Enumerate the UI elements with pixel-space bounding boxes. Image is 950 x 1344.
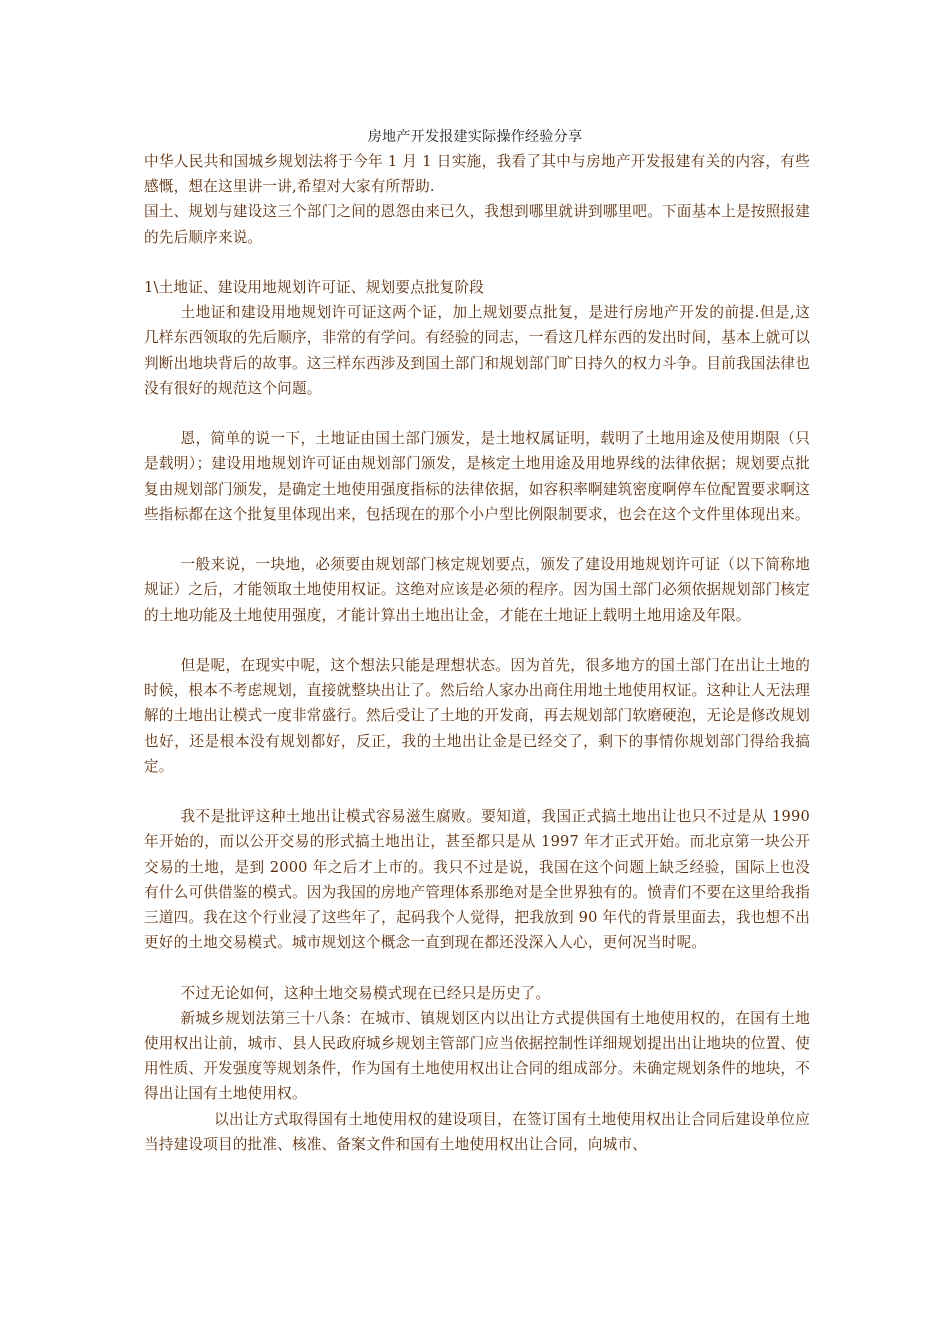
paragraph-section1-2: 恩，简单的说一下，土地证由国土部门颁发，是土地权属证明，载明了土地用途及使用期限（只是载明）；建设用地规划许可证由规划部门颁发，是核定土地用途及用地界线的法律依据；规划要点批复由规划部门颁发，是确定土地使用强度指标的法律依据，如容积率啊建筑密度啊停车位配置要求啊这些指标都在这个批复里体现出来，包括现在的那个小户型比例限制要求，也会在这个文件里体现出来。 xyxy=(144,430,810,523)
document-body xyxy=(144,149,810,1157)
paragraph-spacer xyxy=(144,250,810,275)
paragraph-section1-6: 不过无论如何，这种土地交易模式现在已经只是历史了。 xyxy=(180,984,551,1002)
paragraph-section1-1: 土地证和建设用地规划许可证这两个证，加上规划要点批复，是进行房地产开发的前提.但是,这几样东西领取的先后顺序，非常的有学问。有经验的同志，一看这几样东西的发出时间，基本上就可以判断出地块背后的故事。这三样东西涉及到国土部门和规划部门旷日持久的权力斗争。目前我国法律也没有很好的规范这个问题。 xyxy=(144,304,810,397)
paragraph-intro-1: 中华人民共和国城乡规划法将于今年 1 月 1 日实施，我看了其中与房地产开发报建有关的内容，有些感慨，想在这里讲一讲,希望对大家有所帮助. xyxy=(144,153,810,196)
paragraph-intro-2: 国土、规划与建设这三个部门之间的恩怨由来已久，我想到哪里就讲到哪里吧。下面基本上是按照报建的先后顺序来说。 xyxy=(144,203,810,246)
paragraph-spacer xyxy=(144,401,810,426)
paragraph-spacer xyxy=(144,779,810,804)
paragraph-spacer xyxy=(144,955,810,980)
paragraph-section1-5: 我不是批评这种土地出让模式容易滋生腐败。要知道，我国正式搞土地出让也只不过是从 1990 年开始的，而以公开交易的形式搞土地出让，甚至都只是从 1997 年才正式开始。而北京第一块公开交易的土地，是到 2000 年之后才上市的。我只不过是说，我国在这个问题上缺乏经验，国际上也没有什么可供借鉴的模式。因为我国的房地产管理体系那绝对是全世界独有的。愤青们不要在这里给我指三道四。我在这个行业浸了这些年了，起码我个人觉得，把我放到 90 年代的背景里面去，我也想不出更好的土地交易模式。城市规划这个概念一直到现在都还没深入人心，更何况当时呢。 xyxy=(144,808,810,952)
paragraph-spacer xyxy=(144,527,810,552)
paragraph-law-article-38-cont: 以出让方式取得国有土地使用权的建设项目，在签订国有土地使用权出让合同后建设单位应当持建设项目的批准、核准、备案文件和国有土地使用权出让合同，向城市、 xyxy=(144,1110,810,1153)
paragraph-law-article-38: 新城乡规划法第三十八条：在城市、镇规划区内以出让方式提供国有土地使用权的，在国有土地使用权出让前，城市、县人民政府城乡规划主管部门应当依据控制性详细规划提出出让地块的位置、使用性质、开发强度等规划条件，作为国有土地使用权出让合同的组成部分。未确定规划条件的地块，不得出让国有土地使用权。 xyxy=(144,1009,810,1103)
paragraph-section1-3: 一般来说，一块地，必须要由规划部门核定规划要点，颁发了建设用地规划许可证（以下简称地规证）之后，才能领取土地使用权证。这绝对应该是必须的程序。因为国土部门必须依据规划部门核定的土地功能及土地使用强度，才能计算出土地出让金，才能在土地证上载明土地用途及年限。 xyxy=(144,556,810,624)
paragraph-spacer xyxy=(144,628,810,653)
document-title: 房地产开发报建实际操作经验分享 xyxy=(367,129,583,145)
paragraph-section1-4: 但是呢，在现实中呢，这个想法只能是理想状态。因为首先，很多地方的国土部门在出让土地的时候，根本不考虑规划，直接就整块出让了。然后给人家办出商住用地土地使用权证。这种让人无法理解的土地出让模式一度非常盛行。然后受让了土地的开发商，再去规划部门软磨硬泡，无论是修改规划也好，还是根本没有规划都好，反正，我的土地出让金是已经交了，剩下的事情你规划部门得给我搞定。 xyxy=(144,657,810,775)
section-heading-1: 1\土地证、建设用地规划许可证、规划要点批复阶段 xyxy=(144,279,485,296)
